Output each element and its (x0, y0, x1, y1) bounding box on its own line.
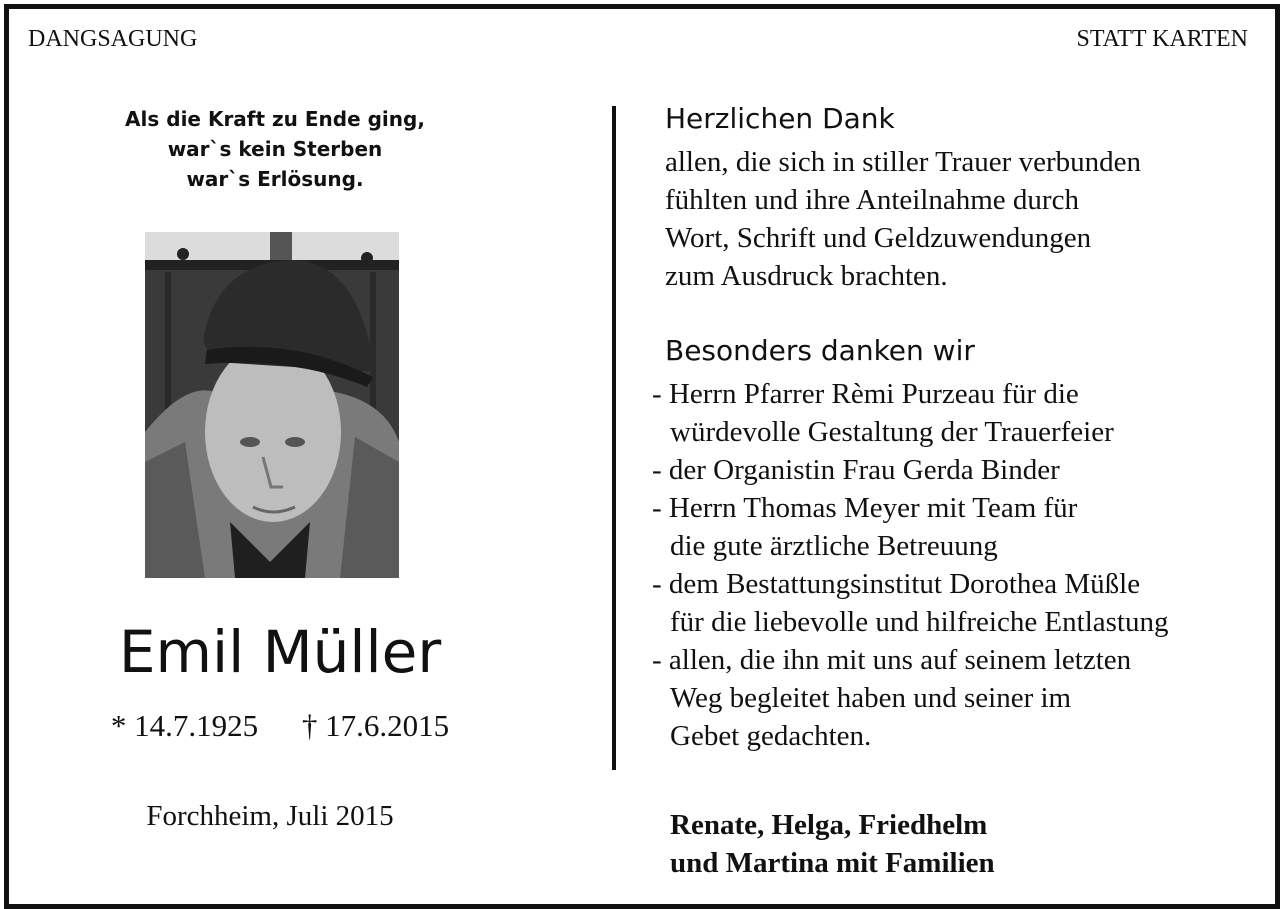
thanks-heading: Herzlichen Dank (665, 102, 895, 135)
thanks-text (665, 143, 1141, 295)
deceased-name: Emil Müller (118, 618, 442, 686)
birth-date: * 14.7.1925 (110, 708, 259, 743)
motto-line: war`s Erlösung. (186, 167, 364, 191)
special-thanks-line: - der Organistin Frau Gerda Binder (652, 454, 1060, 486)
life-dates (80, 708, 480, 744)
thanks-line: Wort, Schrift und Geldzuwendungen (665, 222, 1092, 254)
signature-line: und Martina mit Familien (670, 847, 995, 879)
motto (95, 104, 455, 194)
thanks-line: zum Ausdruck brachten. (665, 260, 948, 292)
special-thanks-line: - dem Bestattungsinstitut Dorothea Müßle (652, 568, 1141, 600)
special-thanks-line: für die liebevolle und hilfreiche Entlastung (670, 606, 1169, 638)
signature (670, 806, 995, 882)
special-thanks-line: - allen, die ihn mit uns auf seinem letzten (652, 644, 1132, 676)
special-thanks-line: - Herrn Pfarrer Rèmi Purzeau für die (652, 378, 1079, 410)
death-date: † 17.6.2015 (301, 708, 450, 743)
motto-line: war`s kein Sterben (167, 137, 383, 161)
special-thanks-line: Gebet gedachten. (670, 720, 872, 752)
special-thanks-line: Weg begleitet haben und seiner im (670, 682, 1072, 714)
special-thanks-heading: Besonders danken wir (665, 334, 975, 367)
header-left-label: DANGSAGUNG (28, 26, 198, 52)
thanks-line: fühlten und ihre Anteilnahme durch (665, 184, 1079, 216)
thanks-line: allen, die sich in stiller Trauer verbunden (665, 146, 1141, 178)
portrait-photo (145, 232, 399, 578)
place-date: Forchheim, Juli 2015 (146, 800, 394, 832)
special-thanks-list (652, 375, 1168, 755)
vertical-divider (612, 106, 616, 770)
special-thanks-line: die gute ärztliche Betreuung (670, 530, 998, 562)
motto-line: Als die Kraft zu Ende ging, (125, 107, 425, 131)
signature-line: Renate, Helga, Friedhelm (670, 809, 988, 841)
special-thanks-line: würdevolle Gestaltung der Trauerfeier (670, 416, 1114, 448)
header-right-label: STATT KARTEN (1076, 26, 1248, 52)
special-thanks-line: - Herrn Thomas Meyer mit Team für (652, 492, 1078, 524)
